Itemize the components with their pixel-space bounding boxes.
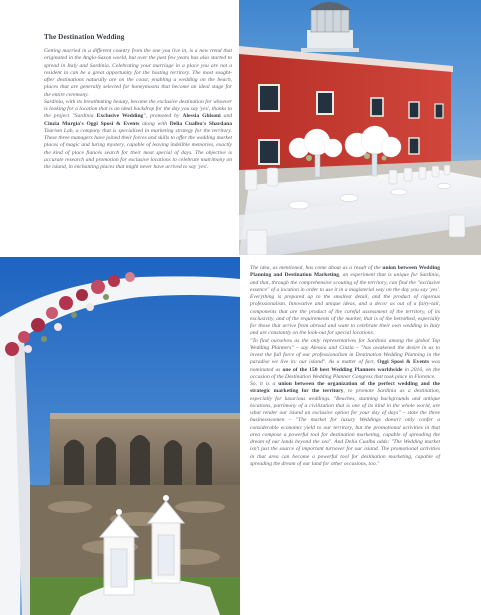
text-run: Sardinia, with its breathtaking beauty, became the exclusive destination for whoever is looking for a location that is an ideal backdrop for the day you say 'yes', thanks to the project "Sardinia — [44, 98, 232, 120]
paragraph — [250, 338, 440, 382]
text-run: Tourism Lab, a company that is specialized in marketing strategy for the territory. These three managers have joined their forces and skills to offer the wedding market places of magic and luring mystery, capable of leaving indelible memories, exactly the kind of place fiancés search for their most special of days. The objective is accurate research and promotion for exclusive locations to celebrate matrimony on the island, in enchanting places that might never have arrived to say 'yes'. — [44, 127, 232, 170]
paragraph — [44, 99, 232, 172]
ruins-wedding-illustration — [0, 257, 240, 615]
bold-text-run: one of the 150 best Wedding Planners worldwide — [282, 366, 403, 373]
bold-text-run: Delia Cualbu's Shardana — [169, 120, 232, 127]
text-run: Getting married in a different country from the one you live in, is a new trend that originated in the Anglo-Saxon world, but over the past few years has also started to spread in Italy and Sardinia. Celebrating your marriage in a place you are not a resident in can be a great opportunity for the hosting territory. The most sought-after destinations naturally are on the coast, enabling a wedding on the beach, places that are generally selected for honeymoons that become an ideal stage for the entire ceremony. — [44, 48, 232, 98]
text-run: "To find ourselves as the only representatives for Sardinia among the global Top Wedding Planners" – say Alessia and Cinzia – "has awakened the desire in us to invest the full force of our professionalism in Destination Wedding Planning in the paradise we live in: our island". As a matter of fact, — [250, 337, 440, 366]
bold-text-run: Cinzia Murgia's Oggi Sposi & Events — [44, 120, 140, 127]
article-title: The Destination Wedding — [44, 33, 125, 41]
text-run: , an experiment that is unique for Sardinia, and that, through the comprehensive scouting of the territory, can find the "exclusive essence" of a location in order to use it in a magisterial way on the day you say 'yes'. Everything is prepared up to the smallest detail, and the product of rigorous professionalism. Innovative and unique ideas, and a decor as out of a fairy-tail, components that are the product of the careful assessment of the territory, of its exclusivity, and of the requirements of the market, that is of the betrothed, especially for those that arrive from abroad and want to celebrate their own wedding in Italy and are constantly on the look-out for special locations. — [250, 272, 440, 337]
right-text-column — [250, 265, 440, 468]
lighthouse-wedding-photo — [239, 0, 481, 255]
left-text-column — [44, 33, 232, 171]
bold-text-run: Exclusive Wedding — [96, 113, 144, 120]
text-run: in 2016, on the occasion of the Destination Wedding Planner Congress that took place in Florence. — [250, 366, 440, 380]
text-run: The idea, as mentioned, has come about as a result of the — [250, 265, 383, 271]
bold-text-run: Oggi Sposi & Events — [377, 359, 429, 366]
lighthouse-wedding-illustration — [239, 0, 481, 255]
text-run: and — [220, 113, 232, 120]
text-run: So, it is a — [250, 381, 279, 387]
paragraph — [250, 265, 440, 338]
bold-text-run: Alessia Ghisoni — [182, 113, 221, 120]
bold-text-run: union between the organization of the perfect wedding and the strategic marketing for the territory — [250, 381, 440, 395]
text-run: along with — [139, 120, 170, 127]
text-run: , to promote Sardinia as a destination, especially for luxurious weddings. "Beaches, stunning backgrounds and antique locations, patrimony of a civilization that is one of its kind in the whole world, are what render our island an exclusive option for your day of days" – state the three businesswomen – "The market for luxury Weddings doesn't only confer a considerable economic yield to our territory, but the promotional activities in that area compose a powerful tool for destination marketing, capable of spreading the dream of our lands beyond the sea". And Delia Cualbu adds: "The Wedding market isn't just the source of important turnover for our island. The promotional activities in that area can become a powerful tool for destination marketing, capable of spreading the dream of our land for other occasions, too." — [250, 388, 441, 467]
paragraph — [44, 48, 232, 99]
paragraph — [250, 381, 440, 468]
bold-text-run: union between Wedding Planning and Destination Marketing — [250, 265, 440, 279]
text-run: was nominated as — [250, 359, 440, 373]
text-run: ", promoted by — [143, 113, 183, 120]
ruins-wedding-photo — [0, 257, 240, 615]
